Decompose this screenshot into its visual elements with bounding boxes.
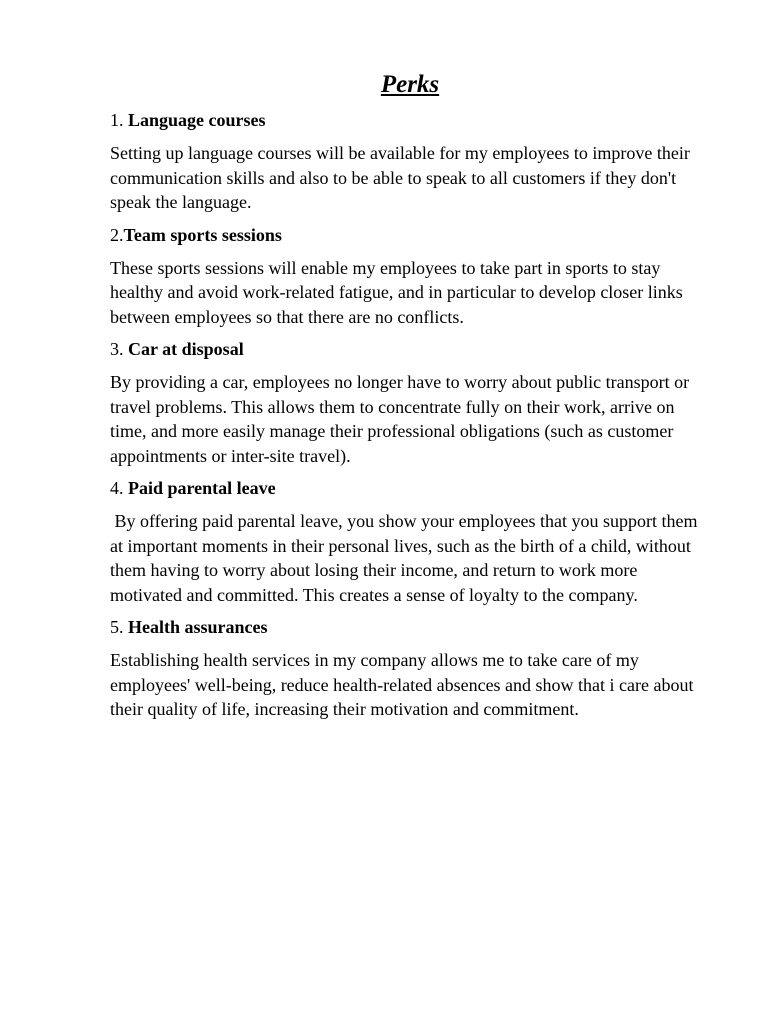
section-heading [110, 337, 710, 361]
section-5 [110, 615, 710, 722]
section-1 [110, 108, 710, 215]
section-heading-label: Team sports sessions [123, 224, 282, 245]
section-heading [110, 476, 710, 500]
section-heading [110, 223, 710, 247]
section-body: Setting up language courses will be available for my employees to improve their communication skills and also to be able to speak to all customers if they don't speak the language. [110, 143, 690, 212]
section-body: Establishing health services in my company allows me to take care of my employees' well-being, reduce health-related absences and show that i care about their quality of life, increasing their motivation and commitment. [110, 650, 694, 719]
section-2 [110, 223, 710, 330]
section-number: 1. [110, 110, 128, 130]
section-number: 3. [110, 339, 128, 359]
section-body: By offering paid parental leave, you show your employees that you support them at important moments in their personal lives, such as the birth of a child, without them having to worry about losing their income, and return to work more motivated and committed. This creates a sense of loyalty to the company. [110, 511, 703, 605]
section-body: These sports sessions will enable my employees to take part in sports to stay healthy and avoid work-related fatigue, and in particular to develop closer links between employees so that there are no conflicts. [110, 257, 683, 327]
section-4 [110, 476, 710, 607]
section-heading-label: Car at disposal [128, 339, 244, 359]
section-3 [110, 337, 710, 468]
section-heading-label: Language courses [128, 110, 266, 130]
section-body: By providing a car, employees no longer have to worry about public transport or travel problems. This allows them to concentrate fully on their work, arrive on time, and more easily manage their professional obligations (such as customer appointments or inter-site travel). [110, 372, 690, 466]
section-heading-label: Paid parental leave [128, 478, 276, 498]
section-number: 5. [110, 617, 128, 637]
section-heading [110, 615, 710, 639]
section-heading [110, 108, 710, 132]
page-title: Perks [380, 71, 440, 98]
section-number: 2. [110, 224, 124, 245]
section-heading-label: Health assurances [128, 617, 268, 637]
section-number: 4. [110, 478, 128, 498]
